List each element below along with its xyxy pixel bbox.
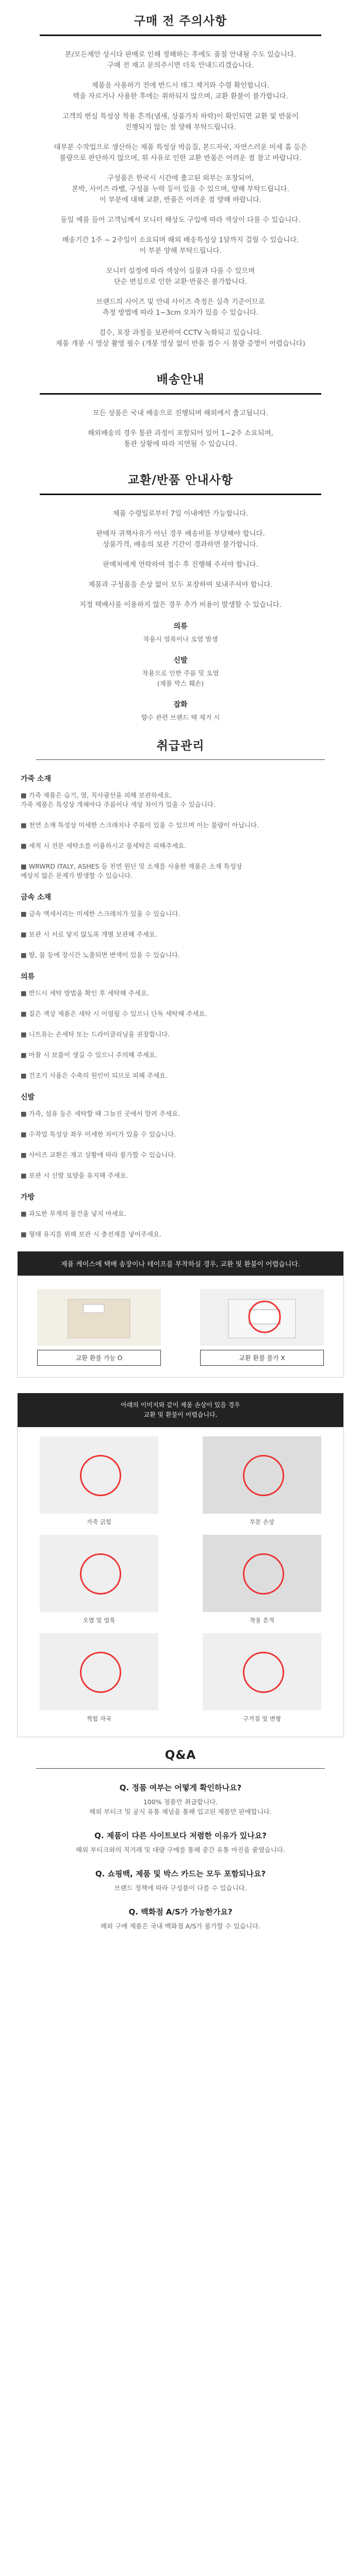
exchange-sub-clothing [0, 621, 361, 645]
qa-question: Q. 백화점 A/S가 가능한가요? [128, 1907, 233, 1917]
qa-list [0, 1782, 361, 1931]
care-item: ■ 가죽, 섬유 등은 세탁할 때 그늘진 곳에서 말려 주세요. [21, 1110, 180, 1117]
damage-caption: 구겨짐 및 변형 [243, 1715, 281, 1722]
care-section [0, 725, 361, 1239]
damage-item [40, 1436, 158, 1527]
damage-image [40, 1535, 158, 1612]
care-item: ■ 가죽 제품은 습기, 열, 직사광선을 피해 보관하세요. 가죽 제품은 특성상 개체마다 주름이나 색상 차이가 있을 수 있습니다. [21, 791, 216, 808]
box-ok [37, 1289, 161, 1366]
damage-header: 아래의 이미지와 같이 제품 손상이 있을 경우 교환 및 환불이 어렵습니다. [18, 1393, 343, 1427]
notice-paragraph: 배송기간 1주 ~ 2주일이 소요되며 해외 배송특성상 1달까지 걸릴 수 있습니다. 이 부분 양해 부탁드립니다. [62, 236, 299, 255]
care-item: ■ 마찰 시 보풀이 생길 수 있으니 주의해 주세요. [21, 1051, 157, 1059]
damage-item [40, 1535, 158, 1625]
box-compare [17, 1276, 344, 1378]
care-item: ■ 세척 시 전문 세탁소를 이용하시고 물세탁은 피해주세요. [21, 842, 187, 850]
shipping-section [0, 359, 361, 450]
qa-section [0, 1737, 361, 1931]
highlight-circle [80, 1553, 121, 1595]
exchange-paragraph: 지정 택배사를 이용하지 않은 경우 추가 비용이 발생할 수 있습니다. [79, 601, 282, 609]
damage-caption: 오염 및 얼룩 [83, 1617, 116, 1624]
qa-title: Q&A [165, 1749, 196, 1762]
damage-caption: 찍힘 자국 [86, 1715, 112, 1722]
damage-item [40, 1633, 158, 1723]
box-notice [0, 1251, 361, 1378]
exchange-paragraph: 제품과 구성품을 손상 없이 모두 포장하여 보내주셔야 합니다. [88, 581, 273, 589]
box-ok-caption: 교환 환불 가능 O [37, 1350, 161, 1366]
care-item: ■ 금속 액세서리는 미세한 스크래치가 있을 수 있습니다. [21, 910, 180, 918]
damage-caption: 착용 흔적 [249, 1617, 275, 1624]
care-group-head: 금속 소재 [21, 893, 51, 902]
notice-paragraph: 대부분 수작업으로 생산하는 제품 특성상 박음질, 본드자국, 자연스러운 미세 흠 등은 불량으로 판단하지 않으며, 위 사유로 인한 교환 반품은 어려운 점 참고 바랍니다. [54, 144, 307, 162]
shipping-paragraph: 모든 상품은 국내 배송으로 진행되며 해외에서 출고됩니다. [92, 410, 269, 417]
highlight-circle [243, 1553, 284, 1595]
notice-divider [40, 35, 321, 36]
damage-item [203, 1633, 321, 1723]
box-bad [200, 1289, 324, 1366]
sub-text: 향수 관련 브랜드 택 제거 시 [141, 714, 220, 721]
sub-head: 신발 [173, 656, 188, 665]
care-group-head: 신발 [21, 1093, 35, 1101]
notice-paragraph: 동일 예를 들어 고객님께서 모니터 해상도 구입에 따라 색상이 다를 수 있습니다. [60, 216, 301, 224]
damage-row [18, 1633, 343, 1723]
care-group-leather [21, 773, 340, 880]
damage-caption: 부분 손상 [249, 1518, 275, 1526]
qa-question: Q. 제품이 다른 사이트보다 저렴한 이유가 있나요? [94, 1831, 267, 1840]
box-ok-image [37, 1289, 161, 1346]
notice-paragraph: 본/모든제안 상시다 판매로 인해 정해하는 후에도 품절 안내될 수도 있습니다. 구매 전 재고 문의주시면 더욱 안내드리겠습니다. [64, 51, 297, 70]
qa-answer: 해외 부티크와의 직거래 및 대량 구매를 통해 중간 유통 마진을 줄였습니다. [76, 1846, 285, 1854]
care-item: ■ 니트류는 손세탁 또는 드라이클리닝을 권장합니다. [21, 1030, 170, 1038]
care-item: ■ 보관 시 서로 닿지 않도록 개별 보관해 주세요. [21, 930, 157, 938]
notice-paragraph: 구성품은 한국시 시간에 출고된 외부는 포장되어, 본박, 사이즈 라벨, 구성품 누락 등이 있을 수 있으며, 양해 부탁드립니다. 이 부분에 대해 교환, 반품은 어려운 점 양해 바랍니다. [72, 175, 289, 204]
care-item: ■ 형태 유지를 위해 보관 시 충전재를 넣어주세요. [21, 1230, 162, 1238]
sub-head: 의류 [173, 622, 188, 631]
qa-question: Q. 쇼핑백, 제품 및 박스 카드는 모두 포함되나요? [95, 1869, 266, 1878]
damage-image [203, 1535, 321, 1612]
exchange-section [0, 459, 361, 723]
qa-question: Q. 정품 여부는 어떻게 확인하나요? [119, 1783, 242, 1792]
damage-notice [0, 1393, 361, 1737]
damage-item [203, 1535, 321, 1625]
care-group-bag [21, 1192, 340, 1239]
exchange-paragraph: 제품 수령일로부터 7일 이내에만 가능합니다. [112, 510, 249, 518]
damage-image [40, 1633, 158, 1710]
exchange-paragraph: 판매처에게 연락하여 접수 후 진행해 주셔야 합니다. [103, 561, 258, 569]
qa-item [19, 1868, 342, 1893]
care-group-head: 가방 [21, 1193, 35, 1201]
notice-paragraph: 제품을 사용하기 전에 반드시 태그 제거와 수령 확인합니다. 택을 자르거나 사용한 후에는 취하되지 않으며, 교환 환불이 불가합니다. [73, 82, 288, 100]
care-item: ■ 건조기 사용은 수축의 원인이 되므로 피해 주세요. [21, 1072, 168, 1079]
notice-section [0, 0, 361, 349]
damage-grid [17, 1427, 344, 1737]
damage-image [203, 1633, 321, 1710]
exchange-paragraph: 판매자 귀책사유가 아닌 경우 배송비를 부담해야 합니다. 상품가격, 배송의 보관 기간이 경과하면 불가합니다. [96, 530, 265, 549]
care-item: ■ 짙은 색상 제품은 세탁 시 이염될 수 있으니 단독 세탁해 주세요. [21, 1010, 207, 1018]
box-ok-illustration [37, 1289, 161, 1346]
sub-text: 착용시 얼룩이나 오염 발생 [143, 635, 218, 643]
notice-paragraph: 브랜드의 사이즈 및 안내 사이즈 측정은 실측 기준이므로 측정 방법에 따라 1~3cm 오차가 있을 수 있습니다. [96, 298, 265, 317]
damage-row [18, 1535, 343, 1625]
box-bad-image [200, 1289, 324, 1346]
notice-title: 구매 전 주의사항 [134, 14, 227, 28]
box-bad-caption: 교환 환불 불가 X [200, 1350, 324, 1366]
qa-item [19, 1906, 342, 1931]
box-bad-illustration [200, 1289, 324, 1346]
care-title: 취급관리 [156, 739, 205, 753]
damage-image [203, 1436, 321, 1514]
care-item: ■ 땀, 물 등에 장시간 노출되면 변색이 있을 수 있습니다. [21, 951, 180, 959]
notice-paragraph: 검수, 포장 과정을 보관하여 CCTV 녹화되고 있습니다. 제품 개봉 시 영상 촬영 필수 (개봉 영상 없이 반품 접수 시 불량 증명이 어렵습니다) [56, 329, 305, 348]
care-group-clothing [21, 971, 340, 1080]
shipping-divider [40, 393, 321, 395]
qa-answer: 100% 정품만 취급합니다. 해외 부티크 및 공식 유통 채널을 통해 입고된 제품만 판매합니다. [89, 1798, 272, 1816]
care-item: ■ 천연 소재 특성상 미세한 스크래치나 주름이 있을 수 있으며 이는 불량이 아닙니다. [21, 821, 259, 829]
care-item: ■ WRWRD ITALY, ASHES 등 천연 원단 및 소재를 사용한 제품은 소재 특성상 예상치 않은 문제가 발생할 수 있습니다. [21, 862, 242, 879]
notice-paragraph: 모니터 설정에 따라 색상이 실물과 다를 수 있으며 단순 변심으로 인한 교환·반품은 불가합니다. [106, 267, 255, 286]
qa-divider [36, 1768, 325, 1769]
exchange-divider [40, 494, 321, 495]
exchange-sub-shoes [0, 655, 361, 689]
shipping-paragraph: 해외배송의 경우 통관 과정이 포함되어 있어 1~2주 소요되며, 통관 상황에 따라 지연될 수 있습니다. [88, 430, 273, 448]
care-group-metal [21, 892, 340, 960]
damage-row [18, 1436, 343, 1527]
qa-answer: 해외 구매 제품은 국내 백화점 A/S가 불가할 수 있습니다. [100, 1922, 261, 1930]
care-divider [36, 759, 325, 760]
care-item: ■ 수작업 특성상 좌우 미세한 차이가 있을 수 있습니다. [21, 1130, 176, 1138]
care-content [0, 773, 361, 1239]
care-group-shoes [21, 1092, 340, 1180]
care-item: ■ 반드시 세탁 방법을 확인 후 세탁해 주세요. [21, 989, 149, 997]
highlight-circle [243, 1652, 284, 1693]
care-item: ■ 보관 시 신발 모양을 유지해 주세요. [21, 1172, 128, 1179]
damage-image [40, 1436, 158, 1514]
highlight-circle [243, 1455, 284, 1496]
qa-item [19, 1830, 342, 1855]
highlight-circle [80, 1455, 121, 1496]
care-group-head: 가죽 소재 [21, 775, 51, 783]
care-group-head: 의류 [21, 973, 35, 981]
qa-item [19, 1782, 342, 1817]
box-notice-header: 제품 케이스에 택배 송장이나 테이프를 부착하실 경우, 교환 및 환불이 어렵습니다. [18, 1251, 343, 1276]
care-item: ■ 사이즈 교환은 재고 상황에 따라 불가할 수 있습니다. [21, 1151, 176, 1159]
exchange-title: 교환/반품 안내사항 [127, 473, 234, 487]
damage-caption: 가죽 긁힘 [86, 1518, 112, 1526]
damage-item [203, 1436, 321, 1527]
sub-text: 착용으로 인한 주름 및 오염 (제품 박스 훼손) [142, 669, 219, 687]
notice-paragraph: 고객의 변심 특성상 착용 흔적(냄새, 상품가치 하락)이 확인되면 교환 및 반품이 진행되지 않는 점 양해 부탁드립니다. [62, 113, 299, 131]
care-item: ■ 과도한 무게의 물건을 넣지 마세요. [21, 1210, 126, 1217]
shipping-title: 배송안내 [156, 373, 205, 386]
sub-head: 잡화 [173, 701, 188, 709]
qa-answer: 브랜드 정책에 따라 구성품이 다를 수 있습니다. [114, 1884, 247, 1892]
exchange-sub-goods [0, 699, 361, 723]
highlight-circle [80, 1652, 121, 1693]
